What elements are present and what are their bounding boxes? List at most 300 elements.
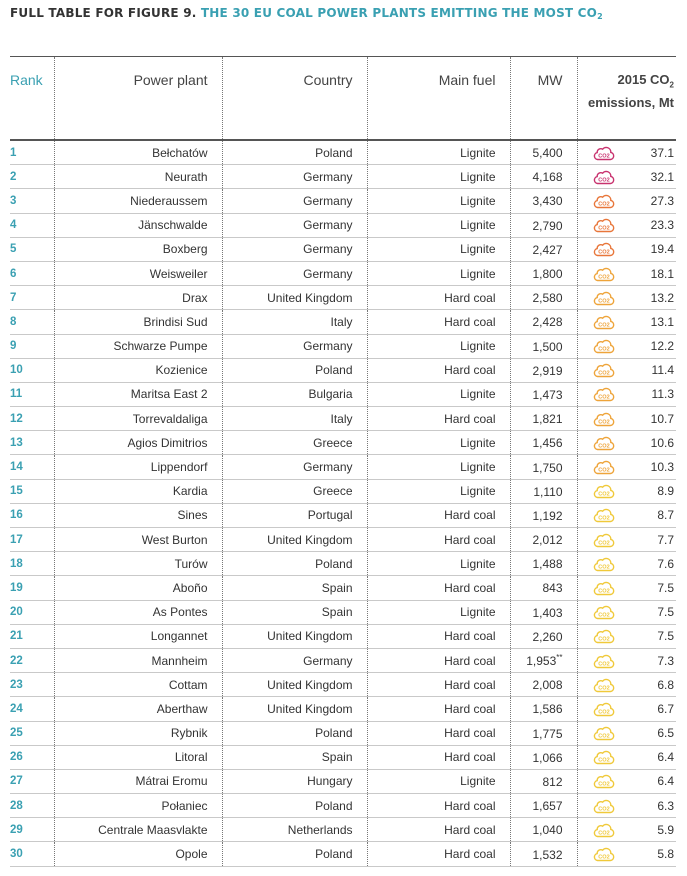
country-cell: Hungary <box>222 769 367 793</box>
power-plant-cell: Turów <box>54 552 222 576</box>
svg-text:CO2: CO2 <box>598 274 611 281</box>
mw-cell <box>510 382 577 406</box>
co2-cloud-icon <box>592 822 616 838</box>
power-plant-cell: As Pontes <box>54 600 222 624</box>
emissions-cell: 37.1 <box>627 140 676 165</box>
co2-icon-cell <box>577 745 627 769</box>
rank-cell: 19 <box>10 576 54 600</box>
co2-cloud-icon <box>592 145 616 161</box>
power-plant-cell: Agios Dimitrios <box>54 431 222 455</box>
co2-cloud-icon <box>592 362 616 378</box>
co2-cloud-icon <box>592 749 616 765</box>
country-cell: Poland <box>222 140 367 165</box>
country-cell: Greece <box>222 431 367 455</box>
main-fuel-cell: Lignite <box>367 769 510 793</box>
power-plant-cell: West Burton <box>54 528 222 552</box>
rank-cell: 27 <box>10 769 54 793</box>
mw-value: 1,040 <box>532 823 563 838</box>
table-row <box>10 213 676 237</box>
mw-cell <box>510 407 577 431</box>
co2-icon-cell <box>577 189 627 213</box>
country-cell: Spain <box>222 600 367 624</box>
header-emissions-subscript: 2 <box>669 80 674 90</box>
power-plant-cell: Mátrai Eromu <box>54 769 222 793</box>
svg-text:CO2: CO2 <box>598 443 611 450</box>
table-row <box>10 165 676 189</box>
svg-text:CO2: CO2 <box>598 612 611 619</box>
co2-cloud-icon <box>592 604 616 620</box>
main-fuel-cell: Hard coal <box>367 576 510 600</box>
country-cell: Italy <box>222 310 367 334</box>
mw-value: 1,586 <box>532 702 563 717</box>
co2-cloud-icon <box>592 846 616 862</box>
table-row <box>10 769 676 793</box>
rank-cell: 20 <box>10 600 54 624</box>
table-row <box>10 673 676 697</box>
emissions-cell: 6.5 <box>627 721 676 745</box>
main-fuel-cell: Lignite <box>367 552 510 576</box>
mw-value: 5,400 <box>532 146 563 161</box>
mw-cell <box>510 237 577 261</box>
power-plant-cell: Boxberg <box>54 237 222 261</box>
co2-icon-cell <box>577 673 627 697</box>
emissions-cell: 6.7 <box>627 697 676 721</box>
country-cell: Germany <box>222 213 367 237</box>
country-cell: Italy <box>222 407 367 431</box>
country-cell: Spain <box>222 576 367 600</box>
co2-cloud-icon <box>592 653 616 669</box>
co2-icon-cell <box>577 310 627 334</box>
table-row <box>10 334 676 358</box>
co2-icon-cell <box>577 237 627 261</box>
table-row <box>10 455 676 479</box>
svg-text:CO2: CO2 <box>598 153 611 160</box>
svg-text:CO2: CO2 <box>598 757 611 764</box>
emissions-cell: 7.3 <box>627 648 676 672</box>
svg-text:CO2: CO2 <box>598 177 611 184</box>
table-row <box>10 794 676 818</box>
mw-cell <box>510 528 577 552</box>
co2-icon-cell <box>577 721 627 745</box>
table-row <box>10 818 676 842</box>
rank-cell: 6 <box>10 261 54 285</box>
co2-icon-cell <box>577 382 627 406</box>
emissions-cell: 10.3 <box>627 455 676 479</box>
emissions-cell: 8.9 <box>627 479 676 503</box>
co2-cloud-icon <box>592 435 616 451</box>
country-cell: Netherlands <box>222 818 367 842</box>
emissions-cell: 11.3 <box>627 382 676 406</box>
emissions-cell: 13.1 <box>627 310 676 334</box>
rank-cell: 16 <box>10 503 54 527</box>
table-row <box>10 431 676 455</box>
svg-text:CO2: CO2 <box>598 540 611 547</box>
emissions-cell: 10.7 <box>627 407 676 431</box>
co2-cloud-icon <box>592 338 616 354</box>
svg-text:CO2: CO2 <box>598 854 611 861</box>
mw-value: 1,750 <box>532 460 563 475</box>
emissions-cell: 7.5 <box>627 600 676 624</box>
mw-cell <box>510 431 577 455</box>
rank-cell: 25 <box>10 721 54 745</box>
co2-icon-cell <box>577 140 627 165</box>
table-row <box>10 358 676 382</box>
mw-value: 2,580 <box>532 291 563 306</box>
table-row <box>10 237 676 261</box>
rank-cell: 21 <box>10 624 54 648</box>
emissions-cell: 19.4 <box>627 237 676 261</box>
co2-cloud-icon <box>592 411 616 427</box>
table-row <box>10 382 676 406</box>
emissions-cell: 12.2 <box>627 334 676 358</box>
header-mw: MW <box>510 57 577 141</box>
co2-icon-cell <box>577 842 627 866</box>
rank-cell: 1 <box>10 140 54 165</box>
power-plant-cell: Jänschwalde <box>54 213 222 237</box>
mw-value: 1,066 <box>532 750 563 765</box>
table-row <box>10 407 676 431</box>
mw-value: 2,008 <box>532 678 563 693</box>
mw-cell <box>510 697 577 721</box>
co2-cloud-icon <box>592 507 616 523</box>
emissions-table <box>10 56 676 867</box>
svg-text:CO2: CO2 <box>598 782 611 789</box>
co2-cloud-icon <box>592 677 616 693</box>
mw-cell <box>510 552 577 576</box>
country-cell: Poland <box>222 552 367 576</box>
table-row <box>10 286 676 310</box>
svg-text:CO2: CO2 <box>598 636 611 643</box>
emissions-cell: 6.3 <box>627 794 676 818</box>
co2-icon-cell <box>577 479 627 503</box>
mw-value: 1,110 <box>533 484 563 499</box>
svg-text:CO2: CO2 <box>598 225 611 232</box>
country-cell: Germany <box>222 237 367 261</box>
country-cell: United Kingdom <box>222 697 367 721</box>
main-fuel-cell: Lignite <box>367 213 510 237</box>
mw-cell <box>510 479 577 503</box>
mw-cell <box>510 721 577 745</box>
mw-cell <box>510 818 577 842</box>
mw-value: 2,427 <box>532 242 563 257</box>
mw-value: 1,775 <box>532 726 563 741</box>
emissions-cell: 7.7 <box>627 528 676 552</box>
table-row <box>10 140 676 165</box>
table-row <box>10 600 676 624</box>
rank-cell: 2 <box>10 165 54 189</box>
main-fuel-cell: Hard coal <box>367 503 510 527</box>
co2-icon-cell <box>577 624 627 648</box>
mw-cell <box>510 140 577 165</box>
header-country: Country <box>222 57 367 141</box>
rank-cell: 10 <box>10 358 54 382</box>
co2-icon-cell <box>577 697 627 721</box>
mw-value: 2,919 <box>532 363 563 378</box>
mw-value: 1,403 <box>532 605 563 620</box>
main-fuel-cell: Lignite <box>367 600 510 624</box>
mw-value: 1,657 <box>532 799 563 814</box>
country-cell: Portugal <box>222 503 367 527</box>
emissions-cell: 27.3 <box>627 189 676 213</box>
rank-cell: 18 <box>10 552 54 576</box>
header-power-plant: Power plant <box>54 57 222 141</box>
country-cell: United Kingdom <box>222 528 367 552</box>
table-row <box>10 479 676 503</box>
main-fuel-cell: Hard coal <box>367 745 510 769</box>
co2-cloud-icon <box>592 193 616 209</box>
co2-cloud-icon <box>592 483 616 499</box>
co2-icon-cell <box>577 431 627 455</box>
power-plant-cell: Lippendorf <box>54 455 222 479</box>
mw-value: 1,192 <box>532 508 563 523</box>
co2-icon-cell <box>577 552 627 576</box>
table-body <box>10 140 676 866</box>
co2-cloud-icon <box>592 386 616 402</box>
mw-cell <box>510 769 577 793</box>
rank-cell: 26 <box>10 745 54 769</box>
co2-icon-cell <box>577 528 627 552</box>
mw-value: 2,428 <box>532 315 563 330</box>
table-header-row <box>10 57 676 141</box>
page-title <box>10 6 603 20</box>
table-row <box>10 528 676 552</box>
power-plant-cell: Niederaussem <box>54 189 222 213</box>
mw-cell <box>510 189 577 213</box>
power-plant-cell: Rybnik <box>54 721 222 745</box>
main-fuel-cell: Lignite <box>367 334 510 358</box>
svg-text:CO2: CO2 <box>598 491 611 498</box>
rank-cell: 22 <box>10 648 54 672</box>
rank-cell: 23 <box>10 673 54 697</box>
main-fuel-cell: Lignite <box>367 237 510 261</box>
table-row <box>10 745 676 769</box>
rank-cell: 11 <box>10 382 54 406</box>
header-main-fuel: Main fuel <box>367 57 510 141</box>
svg-text:CO2: CO2 <box>598 685 611 692</box>
mw-value: 2,790 <box>532 218 563 233</box>
rank-cell: 4 <box>10 213 54 237</box>
mw-value: 812 <box>542 774 563 789</box>
main-fuel-cell: Hard coal <box>367 310 510 334</box>
co2-cloud-icon <box>592 556 616 572</box>
power-plant-cell: Neurath <box>54 165 222 189</box>
co2-cloud-icon <box>592 580 616 596</box>
emissions-cell: 8.7 <box>627 503 676 527</box>
country-cell: Germany <box>222 189 367 213</box>
table-row <box>10 842 676 866</box>
co2-cloud-icon <box>592 266 616 282</box>
power-plant-cell: Centrale Maasvlakte <box>54 818 222 842</box>
rank-cell: 30 <box>10 842 54 866</box>
emissions-cell: 7.5 <box>627 624 676 648</box>
main-fuel-cell: Lignite <box>367 382 510 406</box>
table-row <box>10 552 676 576</box>
rank-cell: 13 <box>10 431 54 455</box>
svg-text:CO2: CO2 <box>598 806 611 813</box>
main-fuel-cell: Hard coal <box>367 818 510 842</box>
mw-cell <box>510 600 577 624</box>
country-cell: Germany <box>222 334 367 358</box>
mw-cell <box>510 310 577 334</box>
power-plant-cell: Weisweiler <box>54 261 222 285</box>
table-row <box>10 721 676 745</box>
emissions-cell: 13.2 <box>627 286 676 310</box>
svg-text:CO2: CO2 <box>598 564 611 571</box>
rank-cell: 28 <box>10 794 54 818</box>
co2-icon-cell <box>577 769 627 793</box>
country-cell: Greece <box>222 479 367 503</box>
co2-icon-cell <box>577 261 627 285</box>
co2-cloud-icon <box>592 725 616 741</box>
svg-text:CO2: CO2 <box>598 298 611 305</box>
co2-icon-cell <box>577 455 627 479</box>
power-plant-cell: Longannet <box>54 624 222 648</box>
main-fuel-cell: Lignite <box>367 140 510 165</box>
mw-footnote-mark: ** <box>556 653 563 663</box>
svg-text:CO2: CO2 <box>598 201 611 208</box>
mw-cell <box>510 673 577 697</box>
main-fuel-cell: Hard coal <box>367 794 510 818</box>
svg-text:CO2: CO2 <box>598 346 611 353</box>
svg-text:CO2: CO2 <box>598 516 611 523</box>
rank-cell: 15 <box>10 479 54 503</box>
mw-cell <box>510 624 577 648</box>
co2-icon-cell <box>577 503 627 527</box>
mw-value: 1,800 <box>532 267 563 282</box>
svg-text:CO2: CO2 <box>598 370 611 377</box>
co2-cloud-icon <box>592 628 616 644</box>
mw-cell <box>510 503 577 527</box>
emissions-cell: 32.1 <box>627 165 676 189</box>
mw-cell <box>510 648 577 672</box>
main-fuel-cell: Hard coal <box>367 528 510 552</box>
mw-value: 1,532 <box>532 847 563 862</box>
co2-cloud-icon <box>592 798 616 814</box>
country-cell: Germany <box>222 455 367 479</box>
header-emissions-line2: emissions, Mt <box>588 94 674 110</box>
mw-value: 3,430 <box>532 194 563 209</box>
mw-value: 1,500 <box>532 339 563 354</box>
mw-cell <box>510 745 577 769</box>
rank-cell: 12 <box>10 407 54 431</box>
emissions-cell: 5.9 <box>627 818 676 842</box>
main-fuel-cell: Lignite <box>367 165 510 189</box>
figure-label: FULL TABLE FOR FIGURE 9. <box>10 6 197 20</box>
svg-text:CO2: CO2 <box>598 709 611 716</box>
table-row <box>10 503 676 527</box>
svg-text:CO2: CO2 <box>598 588 611 595</box>
co2-icon-cell <box>577 576 627 600</box>
main-fuel-cell: Hard coal <box>367 407 510 431</box>
power-plant-cell: Połaniec <box>54 794 222 818</box>
table-row <box>10 261 676 285</box>
co2-cloud-icon <box>592 169 616 185</box>
co2-icon-cell <box>577 648 627 672</box>
figure-title-text: THE 30 EU COAL POWER PLANTS EMITTING THE MOST CO <box>200 6 598 20</box>
svg-text:CO2: CO2 <box>598 661 611 668</box>
emissions-cell: 6.4 <box>627 769 676 793</box>
power-plant-cell: Schwarze Pumpe <box>54 334 222 358</box>
mw-value: 843 <box>542 581 563 596</box>
main-fuel-cell: Hard coal <box>367 697 510 721</box>
power-plant-cell: Drax <box>54 286 222 310</box>
mw-cell <box>510 842 577 866</box>
table-row <box>10 189 676 213</box>
co2-cloud-icon <box>592 773 616 789</box>
country-cell: United Kingdom <box>222 624 367 648</box>
mw-cell <box>510 286 577 310</box>
country-cell: Bulgaria <box>222 382 367 406</box>
rank-cell: 5 <box>10 237 54 261</box>
co2-icon-cell <box>577 407 627 431</box>
co2-icon-cell <box>577 818 627 842</box>
power-plant-cell: Torrevaldaliga <box>54 407 222 431</box>
main-fuel-cell: Hard coal <box>367 286 510 310</box>
mw-value: 4,168 <box>532 170 563 185</box>
co2-icon-cell <box>577 286 627 310</box>
co2-cloud-icon <box>592 290 616 306</box>
figure-title <box>201 6 603 20</box>
rank-cell: 3 <box>10 189 54 213</box>
rank-cell: 17 <box>10 528 54 552</box>
header-rank: Rank <box>10 57 54 141</box>
rank-cell: 29 <box>10 818 54 842</box>
mw-value: 1,456 <box>532 436 563 451</box>
power-plant-cell: Opole <box>54 842 222 866</box>
co2-cloud-icon <box>592 241 616 257</box>
co2-cloud-icon <box>592 217 616 233</box>
svg-text:CO2: CO2 <box>598 419 611 426</box>
mw-value: 2,012 <box>532 533 563 548</box>
country-cell: Poland <box>222 358 367 382</box>
mw-value: 2,260 <box>532 629 563 644</box>
svg-text:CO2: CO2 <box>598 830 611 837</box>
emissions-cell: 6.4 <box>627 745 676 769</box>
emissions-cell: 5.8 <box>627 842 676 866</box>
country-cell: Poland <box>222 794 367 818</box>
mw-value: 1,953 <box>526 654 557 669</box>
power-plant-cell: Mannheim <box>54 648 222 672</box>
co2-cloud-icon <box>592 459 616 475</box>
country-cell: United Kingdom <box>222 673 367 697</box>
country-cell: United Kingdom <box>222 286 367 310</box>
country-cell: Poland <box>222 842 367 866</box>
main-fuel-cell: Lignite <box>367 479 510 503</box>
table-row <box>10 697 676 721</box>
mw-cell <box>510 358 577 382</box>
main-fuel-cell: Lignite <box>367 189 510 213</box>
mw-cell <box>510 261 577 285</box>
power-plant-cell: Aberthaw <box>54 697 222 721</box>
co2-cloud-icon <box>592 701 616 717</box>
mw-cell <box>510 794 577 818</box>
power-plant-cell: Maritsa East 2 <box>54 382 222 406</box>
co2-icon-cell <box>577 358 627 382</box>
power-plant-cell: Aboño <box>54 576 222 600</box>
country-cell: Germany <box>222 165 367 189</box>
power-plant-cell: Kardia <box>54 479 222 503</box>
main-fuel-cell: Lignite <box>367 455 510 479</box>
country-cell: Poland <box>222 721 367 745</box>
power-plant-cell: Brindisi Sud <box>54 310 222 334</box>
emissions-cell: 7.6 <box>627 552 676 576</box>
country-cell: Germany <box>222 261 367 285</box>
rank-cell: 24 <box>10 697 54 721</box>
mw-cell <box>510 455 577 479</box>
main-fuel-cell: Lignite <box>367 261 510 285</box>
co2-icon-cell <box>577 794 627 818</box>
mw-value: 1,488 <box>532 557 563 572</box>
